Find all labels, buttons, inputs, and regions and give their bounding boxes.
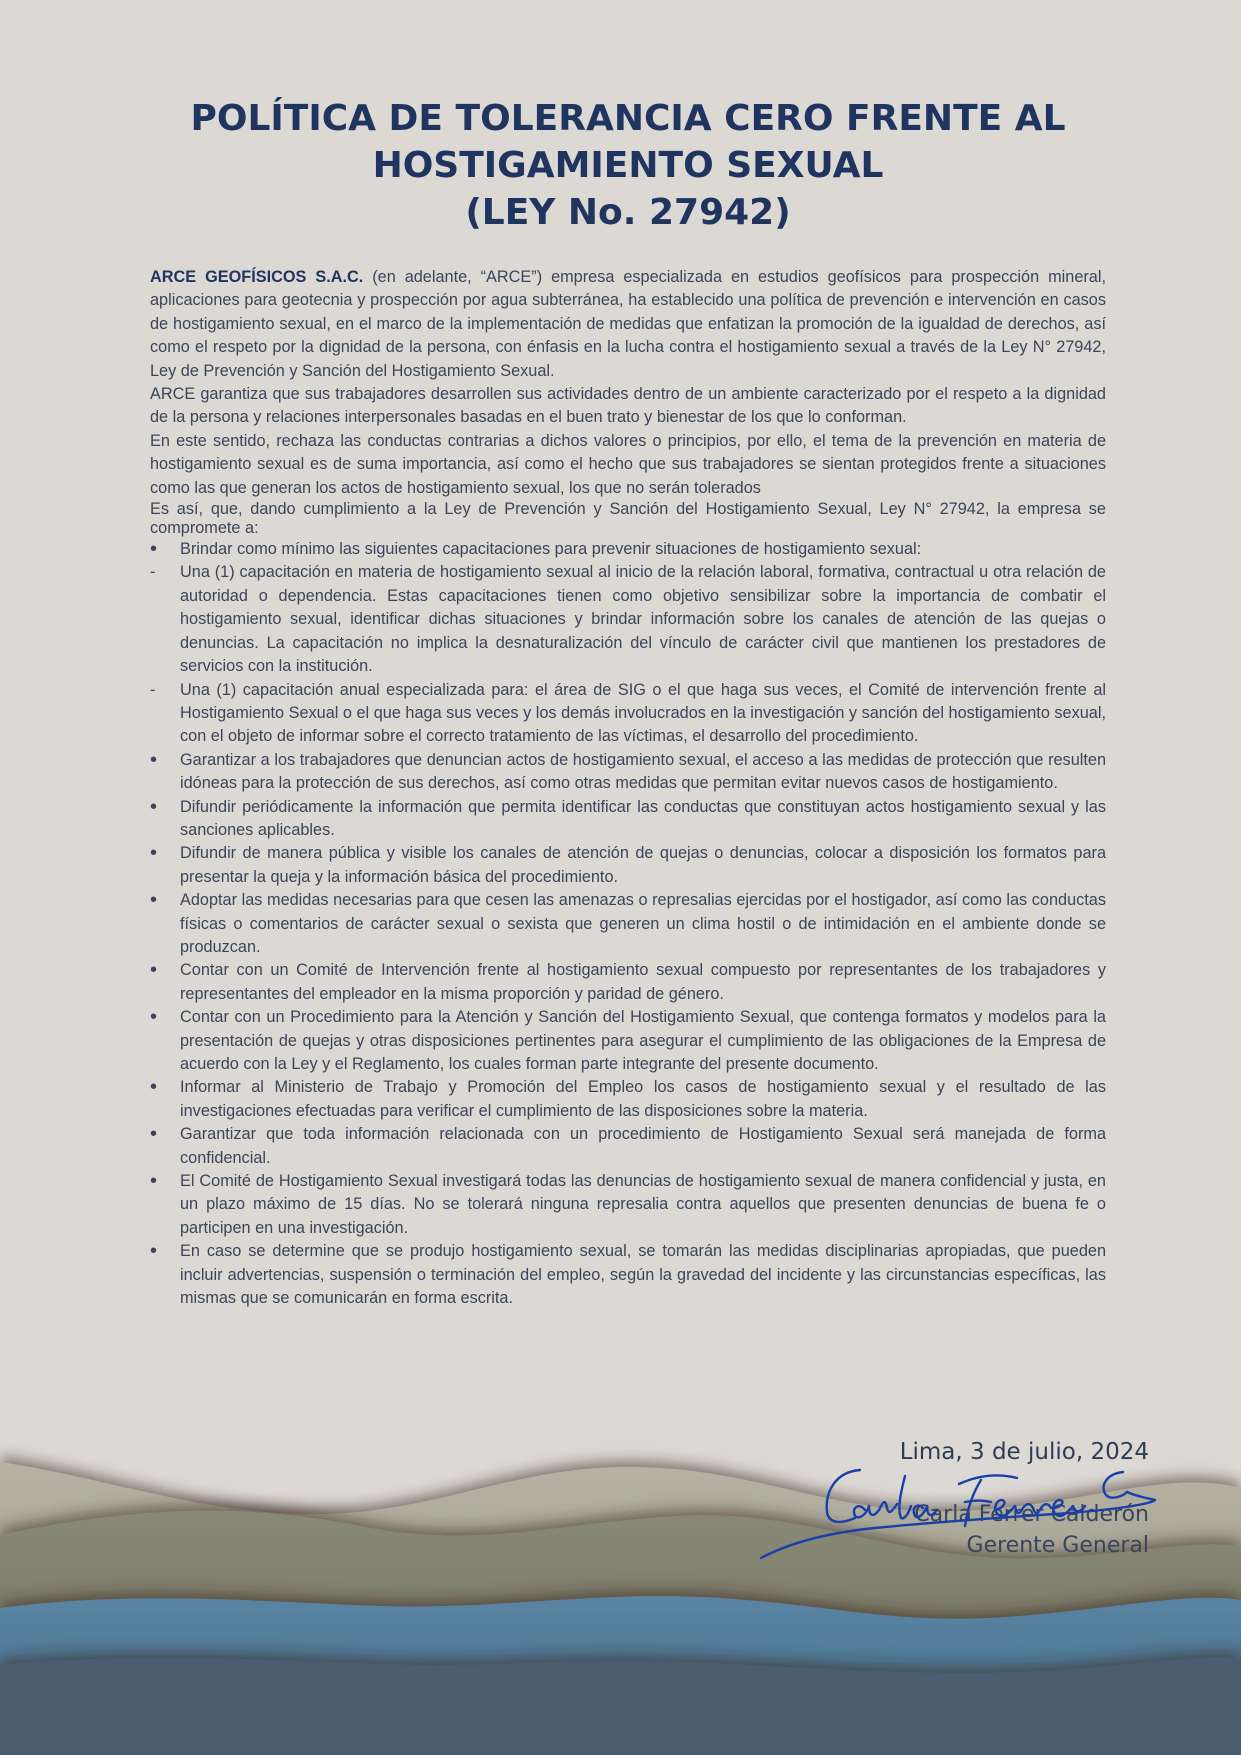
list-item	[150, 1076, 1106, 1123]
list-item	[150, 1170, 1106, 1240]
list-item-text: Una (1) capacitación en materia de hostigamiento sexual al inicio de la relación laboral, formativa, contractual u otra relación de autoridad o dependencia. Estas capacitaciones tienen como objetivo sensibilizar sobre la importancia de combatir el hostigamiento sexual, identificar dichas situaciones y brindar información sobre los canales de atención de las quejas o denuncias. La capacitación no implica la desnaturalización del vínculo de carácter civil que mantienen los prestadores de servicios con la institución.	[180, 563, 1106, 676]
list-item-text: Adoptar las medidas necesarias para que cesen las amenazas o represalias ejercidas por el hostigador, así como las conductas físicas o comentarios de carácter sexual o sexista que generen un clima hostil o de intimidación en el ambiente donde se produzcan.	[180, 891, 1106, 956]
signer-name: Carla Ferrer Calderón	[914, 1502, 1149, 1527]
bullet-marker	[150, 1006, 170, 1030]
list-item-text: Informar al Ministerio de Trabajo y Promoción del Empleo los casos de hostigamiento sexual y el resultado de las investigaciones efectuadas para verificar el cumplimiento de las disposiciones sobre la materia.	[180, 1078, 1106, 1120]
list-item	[150, 1006, 1106, 1076]
bullet-marker	[150, 959, 170, 983]
list-item-text: En caso se determine que se produjo hostigamiento sexual, se tomarán las medidas disciplinarias apropiadas, que pueden incluir advertencias, suspensión o terminación del empleo, según la gravedad del incidente y las circunstancias específicas, las mismas que se comunicarán en forma escrita.	[180, 1242, 1106, 1308]
title-line-1: POLÍTICA DE TOLERANCIA CERO FRENTE AL	[190, 98, 1066, 139]
bullet-marker	[150, 749, 170, 773]
list-item-text: Difundir de manera pública y visible los canales de atención de quejas o denuncias, colocar a disposición los formatos para presentar la queja y la información básica del procedimiento.	[180, 844, 1106, 886]
compliance-paragraph: Es así, que, dando cumplimiento a la Ley de Prevención y Sanción del Hostigamiento Sexual, Ley N° 27942, la empresa se compromete a:	[150, 500, 1106, 538]
wave-layer-slate	[0, 1657, 1241, 1755]
list-item	[150, 538, 1106, 561]
list-item	[150, 749, 1106, 796]
bullet-marker	[150, 1170, 170, 1194]
bullet-marker	[150, 1076, 170, 1100]
title-line-3: (LEY No. 27942)	[465, 192, 791, 233]
company-name: ARCE GEOFÍSICOS S.A.C.	[150, 268, 364, 286]
list-item-text: Contar con un Procedimiento para la Atención y Sanción del Hostigamiento Sexual, que contenga formatos y modelos para la presentación de quejas y otras disposiciones pertinentes para asegurar el cumplimiento de las obligaciones de la Empresa de acuerdo con la Ley y el Reglamento, los cuales forman parte integrante del presente documento.	[180, 1008, 1106, 1073]
list-item	[150, 842, 1106, 889]
list-item	[150, 1123, 1106, 1170]
signer-role: Gerente General	[966, 1533, 1149, 1558]
list-item-text: Brindar como mínimo las siguientes capacitaciones para prevenir situaciones de hostigamiento sexual:	[180, 540, 922, 559]
list-item-text: El Comité de Hostigamiento Sexual investigará todas las denuncias de hostigamiento sexual de manera confidencial y justa, en un plazo máximo de 15 días. No se tolerará ninguna represalia contra aquellos que presenten denuncias de buena fe o participen en una investigación.	[180, 1172, 1106, 1237]
list-item	[150, 959, 1106, 1006]
prevention-paragraph: En este sentido, rechaza las conductas contrarias a dichos valores o principios, por ello, el tema de la prevención en materia de hostigamiento sexual es de suma importancia, así como el hecho que sus trabajadores se sientan protegidos frente a situaciones como las que generan los actos de hostigamiento sexual, los que no serán tolerados	[150, 431, 1106, 497]
bullet-marker	[150, 842, 170, 866]
list-item-text: Difundir periódicamente la información que permita identificar las conductas que constituyan actos hostigamiento sexual y las sanciones aplicables.	[180, 797, 1106, 839]
bullet-marker	[150, 1123, 170, 1147]
policy-title	[150, 95, 1106, 236]
bullet-marker	[150, 889, 170, 913]
list-item-text: Contar con un Comité de Intervención frente al hostigamiento sexual compuesto por representantes de los trabajadores y representantes del empleador en la misma proporción y paridad de género.	[180, 961, 1106, 1003]
intro-text: (en adelante, “ARCE”) empresa especializada en estudios geofísicos para prospección mineral, aplicaciones para geotecnia y prospección por agua subterránea, ha establecido una política de prevención e intervención en casos de hostigamiento sexual, en el marco de la implementación de medidas que enfatizan la promoción de la igualdad de derechos, así como el respeto por la dignidad de la persona, con énfasis en la lucha contra el hostigamiento sexual a través de la Ley N° 27942, Ley de Prevención y Sanción del Hostigamiento Sexual.	[150, 268, 1106, 380]
list-item-text: Garantizar que toda información relacionada con un procedimiento de Hostigamiento Sexual será manejada de forma confidencial.	[180, 1125, 1106, 1167]
title-line-2: HOSTIGAMIENTO SEXUAL	[372, 145, 884, 186]
list-item	[150, 889, 1106, 959]
list-item-text: Garantizar a los trabajadores que denuncian actos de hostigamiento sexual, el acceso a las medidas de protección que resulten idóneas para la protección de sus derechos, así como otras medidas que permitan evitar nuevos casos de hostigamiento.	[180, 750, 1106, 793]
dash-marker	[150, 679, 170, 702]
list-item	[150, 1240, 1106, 1310]
handwritten-signature	[755, 1462, 1170, 1567]
bullet-marker	[150, 1240, 170, 1264]
policy-document	[150, 95, 1106, 1310]
bullet-marker	[150, 796, 170, 820]
intro-paragraph	[150, 266, 1106, 383]
list-item-text: Una (1) capacitación anual especializada para: el área de SIG o el que haga sus veces, el Comité de intervención frente al Hostigamiento Sexual o el que haga sus veces y los demás involucrados en la investigación y sanción del hostigamiento sexual, con el objeto de informar sobre el correcto tratamiento de las víctimas, el desarrollo del procedimiento.	[180, 680, 1106, 746]
list-item	[150, 561, 1106, 678]
signature-date: Lima, 3 de julio, 2024	[899, 1439, 1149, 1465]
bullet-marker	[150, 538, 170, 562]
list-item	[150, 796, 1106, 843]
commitments-list	[150, 538, 1106, 1310]
commitment-paragraph: ARCE garantiza que sus trabajadores desarrollen sus actividades dentro de un ambiente caracterizado por el respeto a la dignidad de la persona y relaciones interpersonales basadas en el buen trato y bienestar de los que lo conforman.	[150, 385, 1106, 427]
list-item	[150, 679, 1106, 749]
dash-marker	[150, 561, 170, 584]
